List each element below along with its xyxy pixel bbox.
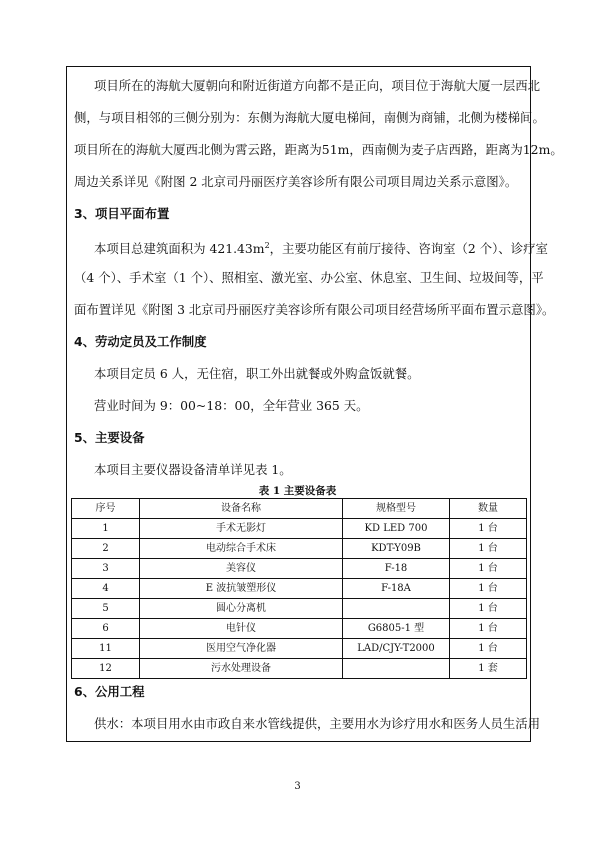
table-cell: 11 [72,639,140,659]
table-cell: 手术无影灯 [140,519,343,539]
table-cell: 1 套 [450,659,527,679]
table-row [72,639,527,659]
column-header: 规格型号 [343,499,450,519]
table-cell: 3 [72,559,140,579]
table-cell [343,659,450,679]
paragraph-line: 供水：本项目用水由市政自来水管线提供，主要用水为诊疗用水和医务人员生活用 [94,716,541,731]
table-row [72,579,527,599]
paragraph-line: 本项目定员 6 人，无住宿，职工外出就餐或外购盒饭就餐。 [94,366,420,381]
section-heading-layout: 3、项目平面布置 [74,206,170,221]
table-row [72,599,527,619]
table-row [72,619,527,639]
table-cell: KDT-Y09B [343,539,450,559]
column-header: 设备名称 [140,499,343,519]
table-cell: 1 台 [450,559,527,579]
table-cell: 医用空气净化器 [140,639,343,659]
paragraph-line: 项目所在的海航大厦西北侧为霄云路，距离为51m，西南侧为麦子店西路，距离为12m。 [74,142,563,157]
table-cell: 5 [72,599,140,619]
table-cell: F-18 [343,559,450,579]
table-cell: 1 台 [450,539,527,559]
table-cell: E 波抗皱塑形仪 [140,579,343,599]
paragraph-line: 面布置详见《附图 3 北京司丹丽医疗美容诊所有限公司项目经营场所平面布置示意图》。 [74,302,555,317]
paragraph-line: （4 个）、手术室（1 个）、照相室、激光室、办公室、休息室、卫生间、垃圾间等，平 [74,270,544,285]
table-cell: 4 [72,579,140,599]
section-heading-equipment: 5、主要设备 [74,430,145,445]
table-row [72,559,527,579]
section-heading-utilities: 6、公用工程 [74,684,145,699]
table-cell: 1 台 [450,619,527,639]
column-header: 数量 [450,499,527,519]
table-cell: 1 台 [450,639,527,659]
table-cell: 1 台 [450,599,527,619]
section-heading-staffing: 4、劳动定员及工作制度 [74,334,207,349]
equipment-table [71,498,527,679]
paragraph-line: 侧，与项目相邻的三侧分别为：东侧为海航大厦电梯间，南侧为商铺，北侧为楼梯间。 [74,110,545,125]
table-cell [343,599,450,619]
table-cell: 6 [72,619,140,639]
table-cell: 污水处理设备 [140,659,343,679]
table-cell: F-18A [343,579,450,599]
area-superscript: 2 [264,241,270,250]
table-row [72,539,527,559]
column-header: 序号 [72,499,140,519]
table-cell: 2 [72,539,140,559]
table-cell: KD LED 700 [343,519,450,539]
table-cell: 12 [72,659,140,679]
table-header-row [72,499,527,519]
table-cell: G6805-1 型 [343,619,450,639]
table-caption: 表 1 主要设备表 [258,485,337,497]
table-cell: 电针仪 [140,619,343,639]
area-text-rest: ，主要功能区有前厅接待、咨询室（2 个）、诊疗室 [269,241,548,257]
page-number: 3 [294,781,301,792]
paragraph-line: 项目所在的海航大厦朝向和附近街道方向都不是正向，项目位于海航大厦一层西北 [94,78,541,93]
area-text: 本项目总建筑面积为 421.43m [94,241,265,257]
paragraph-line: 营业时间为 9：00~18：00，全年营业 365 天。 [94,398,369,413]
table-cell: 1 [72,519,140,539]
table-cell: 美容仪 [140,559,343,579]
table-cell: 1 台 [450,519,527,539]
table-cell: LAD/CJY-T2000 [343,639,450,659]
paragraph-line: 本项目主要仪器设备清单详见表 1。 [94,462,292,477]
table-row [72,659,527,679]
table-cell: 圆心分离机 [140,599,343,619]
table-row [72,519,527,539]
paragraph-line [94,238,548,257]
table-cell: 1 台 [450,579,527,599]
table-cell: 电动综合手术床 [140,539,343,559]
paragraph-line: 周边关系详见《附图 2 北京司丹丽医疗美容诊所有限公司项目周边关系示意图》。 [74,174,518,189]
